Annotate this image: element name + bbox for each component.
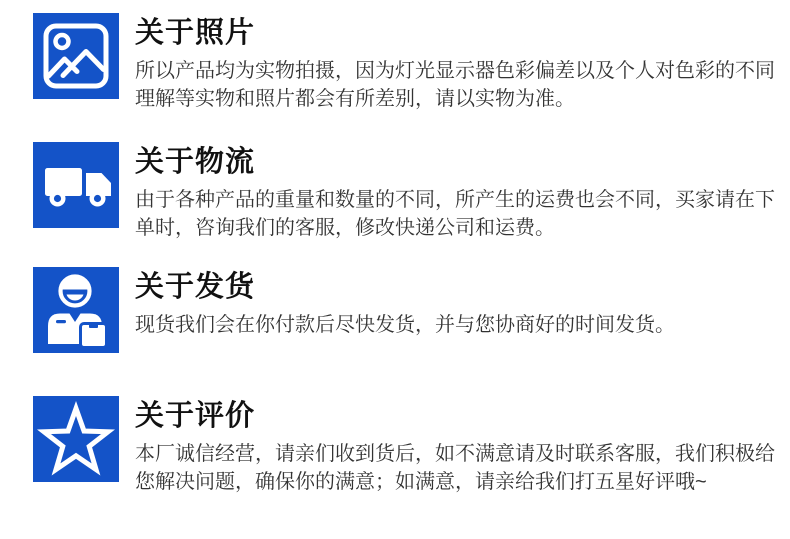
section-body: 所以产品均为实物拍摄，因为灯光显示器色彩偏差以及个人对色彩的不同理解等实物和照片都会有所差别，请以实物为准。 — [135, 60, 775, 110]
section-title: 关于发货 — [135, 271, 256, 303]
info-section-photos — [33, 13, 780, 113]
section-body: 由于各种产品的重量和数量的不同，所产生的运费也会不同，买家请在下单时，咨询我们的客服，修改快递公司和运费。 — [135, 189, 775, 239]
truck-icon — [33, 142, 119, 228]
section-text — [135, 142, 780, 242]
section-text — [135, 13, 780, 113]
section-title: 关于物流 — [135, 146, 256, 178]
info-section-logistics — [33, 142, 780, 242]
section-text — [135, 267, 780, 339]
info-section-reviews — [33, 396, 780, 496]
section-title: 关于评价 — [135, 400, 256, 432]
star-icon — [33, 396, 119, 482]
courier-icon — [33, 267, 119, 353]
info-section-shipping — [33, 267, 780, 353]
section-body: 本厂诚信经营，请亲们收到货后，如不满意请及时联系客服，我们积极给您解决问题，确保你的满意；如满意，请亲给我们打五星好评哦~ — [135, 443, 775, 493]
section-title: 关于照片 — [135, 17, 256, 49]
photo-icon — [33, 13, 119, 99]
section-text — [135, 396, 780, 496]
section-body: 现货我们会在你付款后尽快发货，并与您协商好的时间发货。 — [135, 314, 675, 336]
